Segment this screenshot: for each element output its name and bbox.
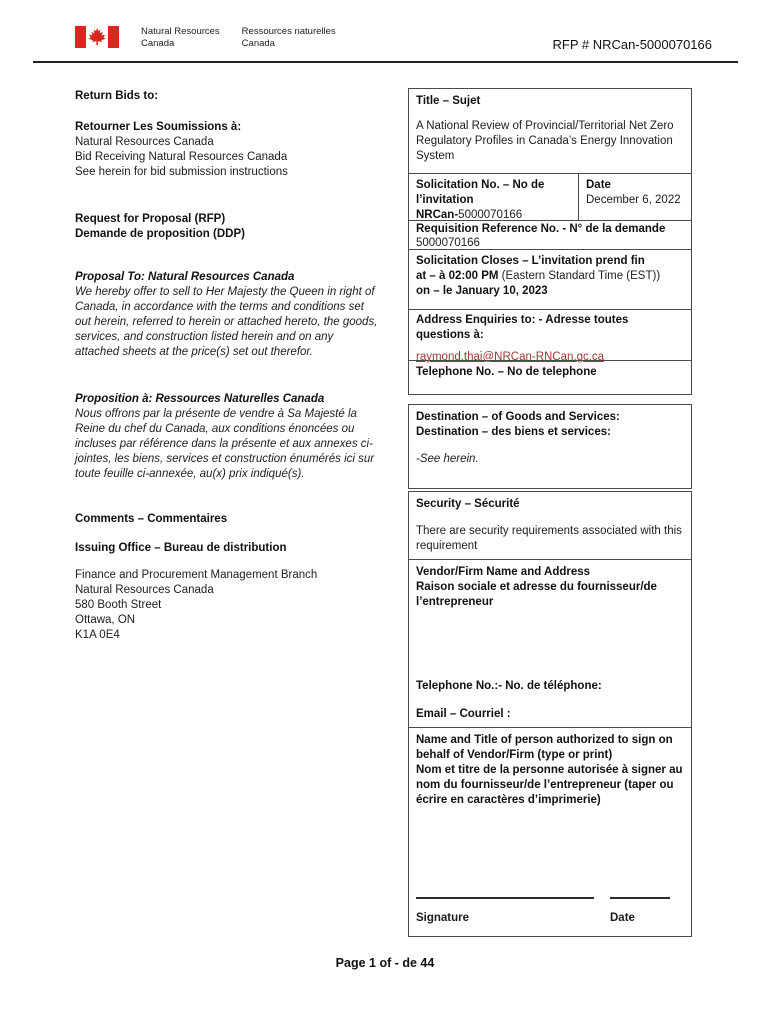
signature-label: Signature [416, 912, 470, 924]
solicitation-cell [409, 174, 579, 220]
authorized-signer-box [408, 727, 692, 937]
date-cell [579, 174, 691, 220]
issuing-office-line: 580 Booth Street [75, 599, 162, 611]
authorized-label-fr: Nom et titre de la personne autorisée à signer au nom du fournisseur/de l’entrepreneur (taper ou écrire en caractères d’imprimerie) [416, 764, 683, 806]
issuing-office-line: Ottawa, ON [75, 614, 136, 626]
dept-fr-line2: Canada [241, 37, 275, 49]
issuing-office-line: Natural Resources Canada [75, 584, 214, 596]
department-name-french [242, 26, 336, 49]
signature-field [416, 896, 594, 926]
date-value: December 6, 2022 [586, 194, 681, 206]
proposal-to-heading: Proposal To: Natural Resources Canada [75, 271, 295, 283]
destination-box [408, 404, 692, 489]
destination-value: -See herein. [416, 453, 479, 465]
requisition-label: Requisition Reference No. - N° de la demande [416, 223, 666, 235]
solicitation-date-row [408, 173, 692, 221]
title-label: Title – Sujet [416, 95, 481, 107]
rfp-number: RFP # NRCan-5000070166 [552, 37, 712, 52]
signature-date-line [610, 896, 670, 899]
security-value: There are security requirements associated with this requirement [416, 525, 682, 552]
vendor-phone-label: Telephone No.:- No. de téléphone: [416, 680, 602, 692]
proposition-body: Nous offrons par la présente de vendre à Sa Majesté la Reine du chef du Canada, aux conditions énoncées ou incluses par référence dans la présente et aux annexes ci-jointes, les biens, services et construction énumérés ici sur toute feuille ci-annexée, au(x) prix indiqué(s). [75, 408, 375, 480]
return-address-line: See herein for bid submission instructions [75, 166, 288, 178]
closes-date-line: on – le January 10, 2023 [416, 285, 548, 297]
issuing-office-line: K1A 0E4 [75, 629, 120, 641]
security-box [408, 491, 692, 560]
destination-label-fr: Destination – des biens et services: [416, 426, 611, 438]
destination-label-en: Destination – of Goods and Services: [416, 411, 620, 423]
closes-time-bold: at – à 02:00 PM [416, 270, 499, 282]
header-divider [33, 61, 738, 63]
solicitation-value-number: 5000070166 [458, 209, 523, 221]
vendor-box [408, 559, 692, 728]
comments-heading: Comments – Commentaires [75, 513, 228, 525]
enquiries-label: Address Enquiries to: - Adresse toutes questions à: [416, 314, 629, 341]
solicitation-closes-box [408, 249, 692, 310]
telephone-box [408, 360, 692, 395]
security-label: Security – Sécurité [416, 498, 520, 510]
page-number-footer: Page 1 of - de 44 [335, 956, 435, 970]
enquiries-box [408, 309, 692, 361]
left-column [75, 89, 400, 643]
document-header [75, 26, 336, 49]
dept-en-line2: Canada [141, 37, 175, 49]
requisition-box [408, 220, 692, 250]
closes-timezone: (Eastern Standard Time (EST)) [498, 270, 661, 282]
enquiries-email-link[interactable]: raymond.thai@NRCan-RNCan.gc.ca [416, 351, 605, 363]
return-bids-heading-en: Return Bids to: [75, 90, 159, 102]
return-bids-heading-fr: Retourner Les Soumissions à: [75, 121, 242, 133]
right-column-form [408, 88, 692, 936]
vendor-label-fr: Raison sociale et adresse du fournisseur/de l’entrepreneur [416, 581, 657, 608]
return-address-line: Bid Receiving Natural Resources Canada [75, 151, 288, 163]
signature-row [416, 896, 684, 926]
issuing-office-address [75, 568, 400, 643]
proposition-heading: Proposition à: Ressources Naturelles Canada [75, 393, 325, 405]
requisition-value: 5000070166 [416, 237, 480, 249]
issuing-office-line: Finance and Procurement Management Branch [75, 569, 318, 581]
signature-date-field [610, 896, 670, 926]
authorized-label-en: Name and Title of person authorized to sign on behalf of Vendor/Firm (type or print) [416, 734, 673, 761]
vendor-label-en: Vendor/Firm Name and Address [416, 566, 591, 578]
closes-time-line [416, 269, 684, 284]
proposal-to-body: We hereby offer to sell to Her Majesty the Queen in right of Canada, in accordance with the terms and conditions set out herein, referred to herein or attached hereto, the goods, services, and construction listed herein and on any attached sheets at the price(s) set out therefor. [75, 286, 378, 358]
date-label: Date [586, 179, 611, 191]
title-box [408, 88, 692, 174]
canada-flag-icon [75, 26, 119, 48]
solicitation-value-prefix: NRCan- [416, 209, 459, 221]
department-name-english [141, 26, 220, 49]
issuing-office-heading: Issuing Office – Bureau de distribution [75, 542, 287, 554]
rfp-heading-en: Request for Proposal (RFP) [75, 213, 226, 225]
closes-label: Solicitation Closes – L’invitation prend fin [416, 255, 645, 267]
telephone-label: Telephone No. – No de telephone [416, 366, 597, 378]
signature-date-label: Date [610, 912, 635, 924]
vendor-email-label: Email – Courriel : [416, 708, 511, 720]
title-value: A National Review of Provincial/Territorial Net Zero Regulatory Profiles in Canada’s Energy Innovation System [416, 120, 674, 162]
dept-en-line1: Natural Resources [141, 26, 220, 37]
signature-line [416, 896, 594, 899]
rfp-heading-fr: Demande de proposition (DDP) [75, 228, 245, 240]
return-address-line: Natural Resources Canada [75, 136, 214, 148]
solicitation-label: Solicitation No. – No de l’invitation [416, 179, 545, 206]
dept-fr-line1: Ressources naturelles [241, 26, 336, 37]
